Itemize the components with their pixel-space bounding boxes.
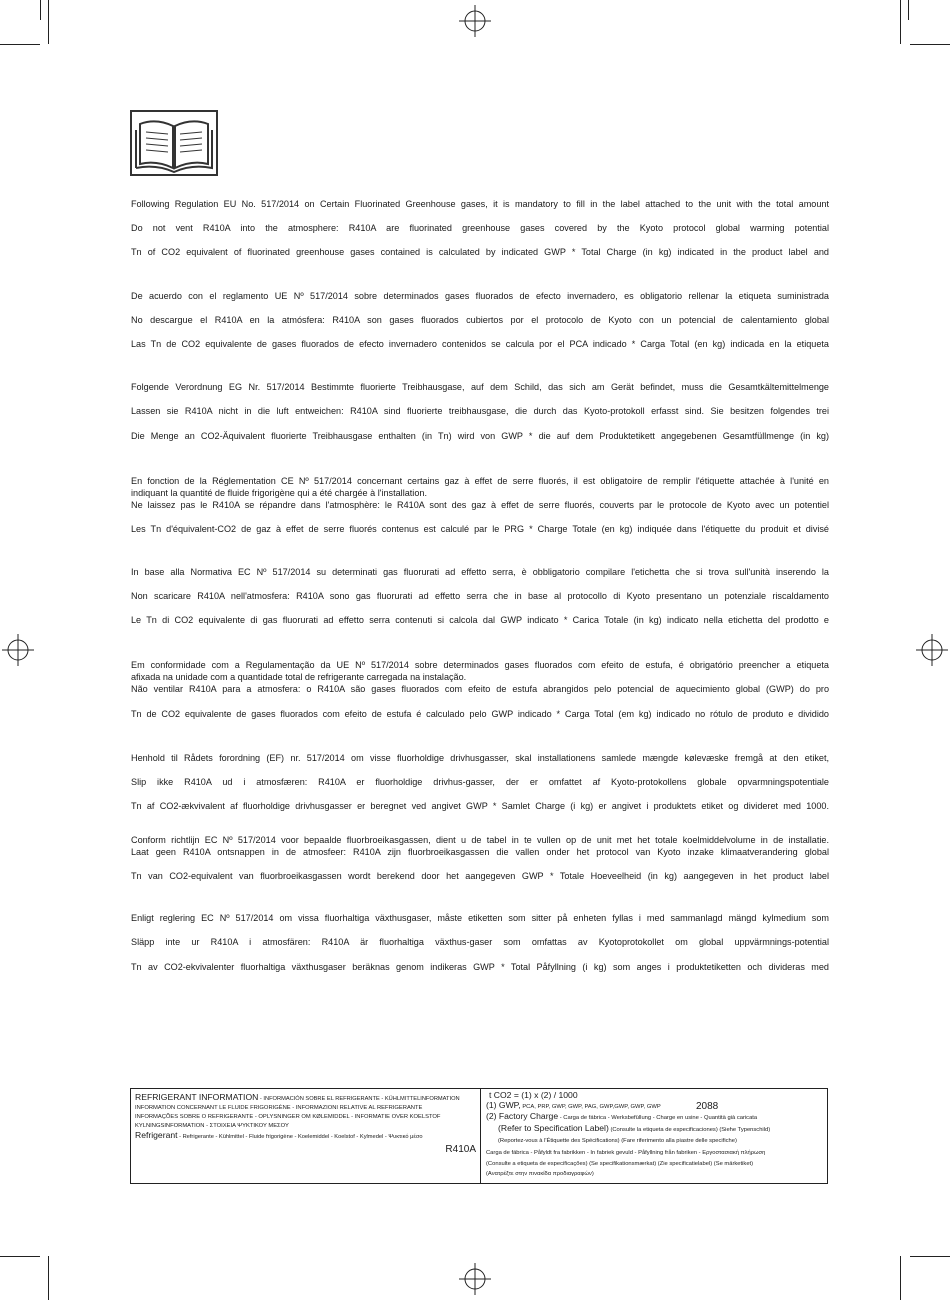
paragraph-line: Non scaricare R410A nell'atmosfera: R410A sono gas fluorurati ad effetto serra che in base al protocollo di Kyoto presentano un potenziale riscaldamento <box>131 591 829 601</box>
refrigerant-value: R410A <box>445 1144 476 1155</box>
paragraph-en-3 <box>131 246 829 258</box>
open-book-icon <box>130 110 218 176</box>
paragraph-es-2 <box>131 314 829 326</box>
registration-mark-left-icon <box>2 634 34 666</box>
paragraph-de-2 <box>131 405 829 417</box>
paragraph-line: Les Tn d'équivalent-CO2 de gaz à effet de serre fluorés contenus est calculé par le PRG * Charge Totale (en kg) indiquée dans l'étiquette du produit et divisé <box>131 524 829 534</box>
paragraph-line: No descargue el R410A en la atmósfera: R410A son gases fluorados cubiertos por el protocolo de Kyoto con un potencial de calentamiento global <box>131 315 829 325</box>
co2-formula: t CO2 = (1) x (2) / 1000 <box>489 1090 578 1100</box>
paragraph-line: Tn av CO2-ekvivalenter fluorhaltiga växthusgaser beräknas genom indikeras GWP * Total Påfyllning (i kg) som anges i produktetiketten och divideras med <box>131 962 829 972</box>
paragraph-it-3 <box>131 614 829 626</box>
paragraph-nl-1 <box>131 834 829 858</box>
paragraph-line: Não ventilar R410A para a atmosfera: o R410A são gases fluorados com efeito de estufa abrangidos pelo potencial de aquecimiento global (GWP) do pro <box>131 684 829 694</box>
registration-mark-bottom-icon <box>459 1263 491 1295</box>
paragraph-line: Tn af CO2-ækvivalent af fluorholdige drivhusgasser er beregnet ved angivet GWP * Samlet Charge (i kg) er angivet i produktets etiket og divideret med 1000. <box>131 801 829 811</box>
paragraph-line: Las Tn de CO2 equivalente de gases fluorados de efecto invernadero contenidos se calcula por el PCA indicado * Carga Total (en kg) indicada en la etiqueta <box>131 339 829 349</box>
paragraph-it-2 <box>131 590 829 602</box>
paragraph-line: De acuerdo con el reglamento UE Nº 517/2014 sobre determinados gases fluorados de efecto invernadero, es obligatorio rellenar la etiqueta suministrada <box>131 291 829 301</box>
paragraph-line: Do not vent R410A into the atmosphere: R410A are fluorinated greenhouse gases covered by the Kyoto protocol global warming potential <box>131 223 829 233</box>
paragraph-pt-2 <box>131 708 829 720</box>
paragraph-line: Em conformidade com a Regulamentação da UE Nº 517/2014 sobre determinados gases fluorados com efeito de estufa, é obrigatório preencher a etiqueta <box>131 660 829 670</box>
paragraph-line: Släpp inte ur R410A i atmosfären: R410A är fluorhaltiga växthus-gaser som omfattas av Kyotoprotokollet om global uppvärmnings-potential <box>131 937 829 947</box>
paragraph-nl-2 <box>131 870 829 882</box>
refrigerant-info-labels: REFRIGERANT INFORMATION - INFORMACIÓN SOBRE EL REFRIGERANTE - KÜHLMITTELINFORMATION INFORMATION CONCERNANT LE FLUIDE FRIGORIGÈNE - INFORMAZIONI RELATIVE AL REFRIGERANTE INFORMAÇÕES SOBRE O REFRIGERANTE - OPLYSNINGER OM KØLEMIDDEL - INFORMATIE OVER KOELSTOF KYLNINGSINFORMATION - ΣΤΟΙΧΕΙΑ ΨΥΚΤΙΚΟΥ ΜΕΣΟΥ Refrigerant - Refrigerante - Kühlmittel - Fluide frigorigène - Koelemiddel - Koelstof - Kylmedel - Ψυκτικό μέσο R410A <box>131 1089 481 1183</box>
paragraph-line: Enligt reglering EC Nº 517/2014 om vissa fluorhaltiga växthusgaser, måste etiketten som sitter på enheten fyllas i med sammanlagd mängd kylmedium som <box>131 913 829 923</box>
paragraph-line: afixada na unidade com a quantidade total de refrigerante carregada na instalação. <box>131 672 467 682</box>
paragraph-line: In base alla Normativa EC Nº 517/2014 su determinati gas fluorurati ad effetto serra, è obbligatorio compilare l'etichetta che si trova sull'unità inserendo la <box>131 567 829 577</box>
paragraph-de-1 <box>131 381 829 393</box>
registration-mark-top-icon <box>459 5 491 37</box>
paragraph-fr-1 <box>131 475 829 511</box>
paragraph-line: Tn of CO2 equivalent of fluorinated greenhouse gases contained is calculated by indicated GWP * Total Charge (in kg) indicated in the product label and <box>131 247 829 257</box>
paragraph-line: Following Regulation EU No. 517/2014 on Certain Fluorinated Greenhouse gases, it is mandatory to fill in the label attached to the unit with the total amount <box>131 199 829 209</box>
paragraph-line: Henhold til Rådets forordning (EF) nr. 517/2014 om visse fluorholdige drivhusgasser, skal installationens samlede mængde kølevæske fremgå at den etiket, <box>131 753 829 763</box>
paragraph-fr-2 <box>131 523 829 535</box>
paragraph-en-1 <box>131 198 829 210</box>
paragraph-sv-1 <box>131 912 829 924</box>
paragraph-line: Die Menge an CO2-Äquivalent fluorierte Treibhausgase enthalten (in Tn) wird von GWP * die auf dem Produktetikett angegebenen Gesamtfüllmenge (in kg) <box>131 431 829 441</box>
paragraph-da-3 <box>131 800 829 812</box>
gwp-value: 2088 <box>696 1101 719 1112</box>
paragraph-it-1 <box>131 566 829 578</box>
paragraph-line: Le Tn di CO2 equivalente di gas fluorurati ad effetto serra contenuti si calcola dal GWP indicato * Carica Totale (in kg) indicato nella etichetta del prodotto e <box>131 615 829 625</box>
registration-mark-right-icon <box>916 634 948 666</box>
paragraph-sv-2 <box>131 936 829 948</box>
paragraph-da-2 <box>131 776 829 788</box>
paragraph-es-1 <box>131 290 829 302</box>
paragraph-line: indiquant la quantité de fluide frigorigène qui a été chargée à l'installation. <box>131 488 427 498</box>
paragraph-en-2 <box>131 222 829 234</box>
paragraph-es-3 <box>131 338 829 350</box>
paragraph-line: En fonction de la Réglementation CE Nº 517/2014 concernant certains gaz à effet de serre fluorés, il est obligatoire de remplir l'étiquette attachée à l'unité en <box>131 476 829 486</box>
paragraph-line: Lassen sie R410A nicht in die luft entweichen: R410A sind fluorierte treibhausgase, die durch das Kyoto-protokoll erfasst sind. Sie besitzen folgendes trei <box>131 406 829 416</box>
refrigerant-info-title: REFRIGERANT INFORMATION <box>135 1092 259 1102</box>
refrigerant-information-box <box>130 1088 828 1184</box>
paragraph-line: Tn de CO2 equivalente de gases fluorados com efeito de estufa é calculado pelo GWP indicado * Carga Total (em kg) indicado no rótulo de produto e dividido <box>131 709 829 719</box>
paragraph-da-1 <box>131 752 829 764</box>
paragraph-line: Tn van CO2-equivalent van fluorbroeikasgassen wordt berekend door het aangegeven GWP * Totale Hoeveelheid (in kg) aangegeven in het product label <box>131 871 829 881</box>
paragraph-line: Laat geen R410A ontsnappen in de atmosfeer: R410A zijn fluorbroeikasgassen die vallen onder het protocol van Kyoto inzake klimaatverandering global <box>131 847 829 857</box>
paragraph-de-3 <box>131 430 829 442</box>
paragraph-line: Conform richtlijn EC Nº 517/2014 voor bepaalde fluorbroeikasgassen, dient u de tabel in te vullen op de unit met het totale koelmiddelvolume in de installatie. <box>131 835 829 845</box>
paragraph-line: Folgende Verordnung EG Nr. 517/2014 Bestimmte fluorierte Treibhausgase, auf dem Schild, das sich am Gerät befindet, muss die Gesamtkältemittelmenge <box>131 382 829 392</box>
paragraph-pt-1 <box>131 659 829 695</box>
paragraph-line: Ne laissez pas le R410A se répandre dans l'atmosphère: le R410A sont des gaz à effet de serre fluorés, couverts par le protocole de Kyoto avec un potentiel <box>131 500 829 510</box>
refrigerant-info-formula: t CO2 = (1) x (2) / 1000 (1) GWP, PCA, PRP, GWP, GWP, PAG, GWP,GWP, GWP, GWP 2088 (2) Factory Charge - Carga de fábrica - Werksbefüllung - Charge en usine - Quantità già caricata (Refer to Specification Label) (Consulte la etiqueta de especificaciones) (Siehe Typenschild) (Reportez-vous à l'Étiquette des Spécifications) (Fare riferimento alla piastre delle specifiche) Carga de fábrica - Påfyldt fra fabrikken - In fabriek gevuld - Påfyllning från fabriken - Εργοστασιακή πλήρωση (Consulte a etiqueta de especificações) (Se specifikationsmærkat) (Zie specificatielabel) (Se märketiket) (Ανατρέξτε στην πινακίδα προδιαγραφών) <box>481 1089 827 1187</box>
paragraph-sv-3 <box>131 961 829 973</box>
refrigerant-label: Refrigerant <box>135 1130 178 1141</box>
paragraph-line: Slip ikke R410A ud i atmosfæren: R410A er fluorholdige drivhus-gasser, der er omfattet af Kyoto-protokollens globale opvarmningspotentiale <box>131 777 829 787</box>
